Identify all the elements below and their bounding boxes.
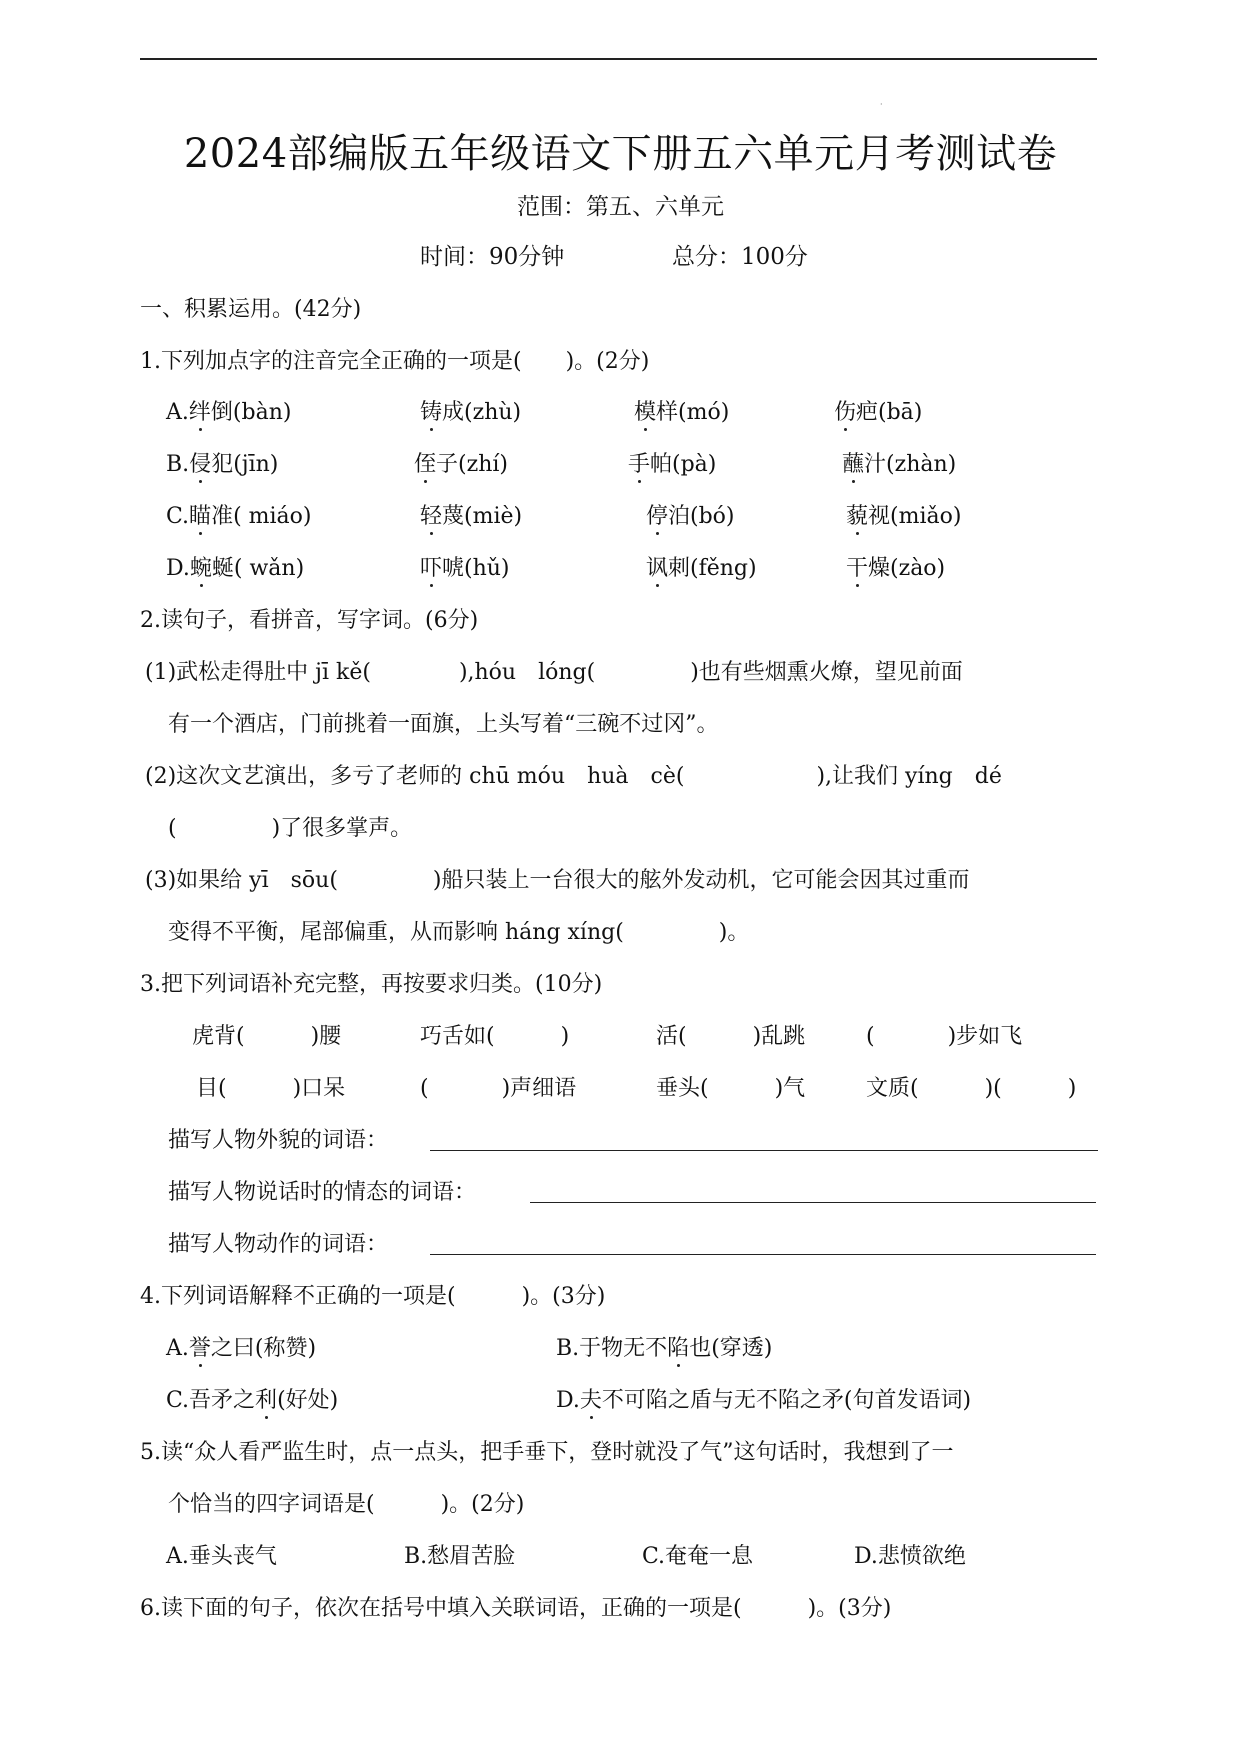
dotted-char: 轻	[420, 504, 443, 529]
exam-time: 时间：90分钟	[420, 244, 565, 270]
q5-option-d: D.悲愤欲绝	[854, 1544, 966, 1569]
option-letter: D.	[166, 556, 190, 581]
dotted-char: 讽	[646, 556, 669, 581]
question-5-stem-cont: 个恰当的四字词语是( )。(2分)	[168, 1492, 525, 1517]
dotted-char: 陷	[667, 1336, 690, 1361]
q1-option-d	[166, 554, 304, 584]
q1-b-word2	[414, 450, 508, 480]
q2-sentence-1: (1)武松走得肚中 jī kě( ),hóu lóng( )也有些烟熏火燎，望见前面	[145, 660, 963, 685]
q1-c-word3	[646, 502, 735, 532]
word-pinyin: 蔑(miè)	[442, 504, 523, 529]
word-pinyin: 帕(pà)	[650, 452, 717, 477]
dotted-char: 绊	[188, 400, 211, 425]
word-pinyin: 疤(bā)	[856, 400, 923, 425]
option-text: 不可陷之盾与无不陷之矛(句首发语词)	[601, 1388, 972, 1413]
idiom-blank: ( )步如飞	[866, 1024, 1023, 1049]
q1-option-c	[166, 502, 311, 532]
idiom-blank: 文质( )( )	[866, 1076, 1077, 1101]
dotted-char: 铸	[420, 400, 443, 425]
idiom-blank: 垂头( )气	[656, 1076, 806, 1101]
option-text: 也(穿透)	[689, 1336, 773, 1361]
idiom-blank: ( )声细语	[420, 1076, 577, 1101]
question-1-stem: 1.下列加点字的注音完全正确的一项是( )。(2分)	[140, 349, 650, 374]
question-4-stem: 4.下列词语解释不正确的一项是( )。(3分)	[140, 1284, 606, 1309]
option-letter: A.	[166, 400, 189, 425]
word-pinyin: 泊(bó)	[668, 504, 735, 529]
dotted-char: 瞄	[189, 504, 212, 529]
answer-line	[530, 1202, 1096, 1203]
q1-c-word2	[420, 502, 522, 532]
q5-option-a: A.垂头丧气	[166, 1544, 277, 1569]
option-text: B.于物无不	[556, 1336, 668, 1361]
option-text: 之曰(称赞)	[210, 1336, 317, 1361]
category-speech-label: 描写人物说话时的情态的词语：	[168, 1180, 477, 1205]
dotted-char: 伤	[834, 400, 857, 425]
idiom-blank: 目( )口呆	[196, 1076, 346, 1101]
stray-dot: ·	[880, 100, 883, 109]
q2-sentence-3-cont: 变得不平衡，尾部偏重，从而影响 háng xíng( )。	[168, 920, 750, 945]
word-pinyin: 蜒( wǎn)	[211, 556, 305, 581]
answer-line	[430, 1254, 1096, 1255]
option-letter: C.	[166, 504, 190, 529]
q1-d-word2	[420, 554, 510, 584]
word-pinyin: 样(mó)	[656, 400, 730, 425]
dotted-char: 侄	[414, 452, 437, 477]
word-pinyin: 准( miáo)	[211, 504, 312, 529]
q1-b-word3	[628, 450, 716, 480]
question-3-stem: 3.把下列词语补充完整，再按要求归类。(10分)	[140, 972, 603, 997]
q4-option-a	[166, 1334, 316, 1364]
dotted-char: 蜿	[189, 556, 212, 581]
option-text: A.	[166, 1336, 189, 1361]
q1-option-a	[166, 398, 291, 428]
q1-option-b	[166, 450, 278, 480]
dotted-char: 手	[628, 452, 651, 477]
q2-sentence-1-cont: 有一个酒店，门前挑着一面旗，上头写着“三碗不过冈”。	[168, 712, 719, 737]
q1-a-word4	[834, 398, 922, 428]
q1-a-word2	[420, 398, 521, 428]
word-pinyin: 汁(zhàn)	[864, 452, 957, 477]
word-pinyin: 视(miǎo)	[868, 504, 962, 529]
q1-b-word4	[842, 450, 956, 480]
option-text: C.吾矛之	[166, 1388, 256, 1413]
q1-c-word4	[846, 502, 961, 532]
dotted-char: 誉	[188, 1336, 211, 1361]
q2-sentence-2: (2)这次文艺演出，多亏了老师的 chū móu huà cè( ),让我们 yíng dé	[145, 764, 1002, 789]
option-text: (好处)	[277, 1388, 339, 1413]
option-text: D.	[556, 1388, 580, 1413]
q1-a-word3	[634, 398, 729, 428]
q1-d-word4	[846, 554, 945, 584]
word-pinyin: 燥(zào)	[868, 556, 946, 581]
q4-option-b	[556, 1334, 772, 1364]
word-pinyin: 犯(jīn)	[211, 452, 279, 477]
q4-option-c	[166, 1386, 338, 1416]
page-title: 2024部编版五年级语文下册五六单元月考测试卷	[183, 131, 1058, 177]
word-pinyin: 子(zhí)	[436, 452, 508, 477]
category-appearance-label: 描写人物外貌的词语：	[168, 1128, 389, 1153]
idiom-blank: 虎背( )腰	[192, 1024, 342, 1049]
dotted-char: 蘸	[842, 452, 865, 477]
q1-d-word3	[646, 554, 757, 584]
q2-sentence-3: (3)如果给 yī sōu( )船只装上一台很大的舷外发动机，它可能会因其过重而	[145, 868, 970, 893]
dotted-char: 侵	[189, 452, 212, 477]
dotted-char: 吓	[420, 556, 443, 581]
idiom-blank: 巧舌如( )	[420, 1024, 570, 1049]
category-action-label: 描写人物动作的词语：	[168, 1232, 389, 1257]
q2-sentence-2-cont: ( )了很多掌声。	[168, 816, 413, 841]
q5-option-c: C.奄奄一息	[642, 1544, 754, 1569]
question-6-stem: 6.读下面的句子，依次在括号中填入关联词语，正确的一项是( )。(3分)	[140, 1596, 892, 1621]
header-rule	[140, 58, 1097, 60]
option-letter: B.	[166, 452, 190, 477]
section-heading: 一、积累运用。(42分)	[140, 297, 362, 322]
idiom-blank: 活( )乱跳	[656, 1024, 806, 1049]
exam-total-score: 总分：100分	[672, 244, 808, 270]
q5-option-b: B.愁眉苦脸	[404, 1544, 516, 1569]
word-pinyin: 成(zhù)	[442, 400, 522, 425]
dotted-char: 模	[634, 400, 657, 425]
dotted-char: 停	[646, 504, 669, 529]
dotted-char: 干	[846, 556, 869, 581]
dotted-char: 藐	[846, 504, 869, 529]
dotted-char: 夫	[579, 1388, 602, 1413]
word-pinyin: 刺(fěng)	[668, 556, 757, 581]
question-2-stem: 2.读句子，看拼音，写字词。(6分)	[140, 608, 479, 633]
dotted-char: 利	[255, 1388, 278, 1413]
word-pinyin: 倒(bàn)	[210, 400, 292, 425]
exam-scope: 范围：第五、六单元	[517, 194, 724, 220]
q4-option-d	[556, 1386, 971, 1416]
question-5-stem: 5.读“众人看严监生时，点一点头，把手垂下，登时就没了气”这句话时，我想到了一	[140, 1440, 954, 1465]
word-pinyin: 唬(hǔ)	[442, 556, 510, 581]
answer-line	[430, 1150, 1098, 1151]
